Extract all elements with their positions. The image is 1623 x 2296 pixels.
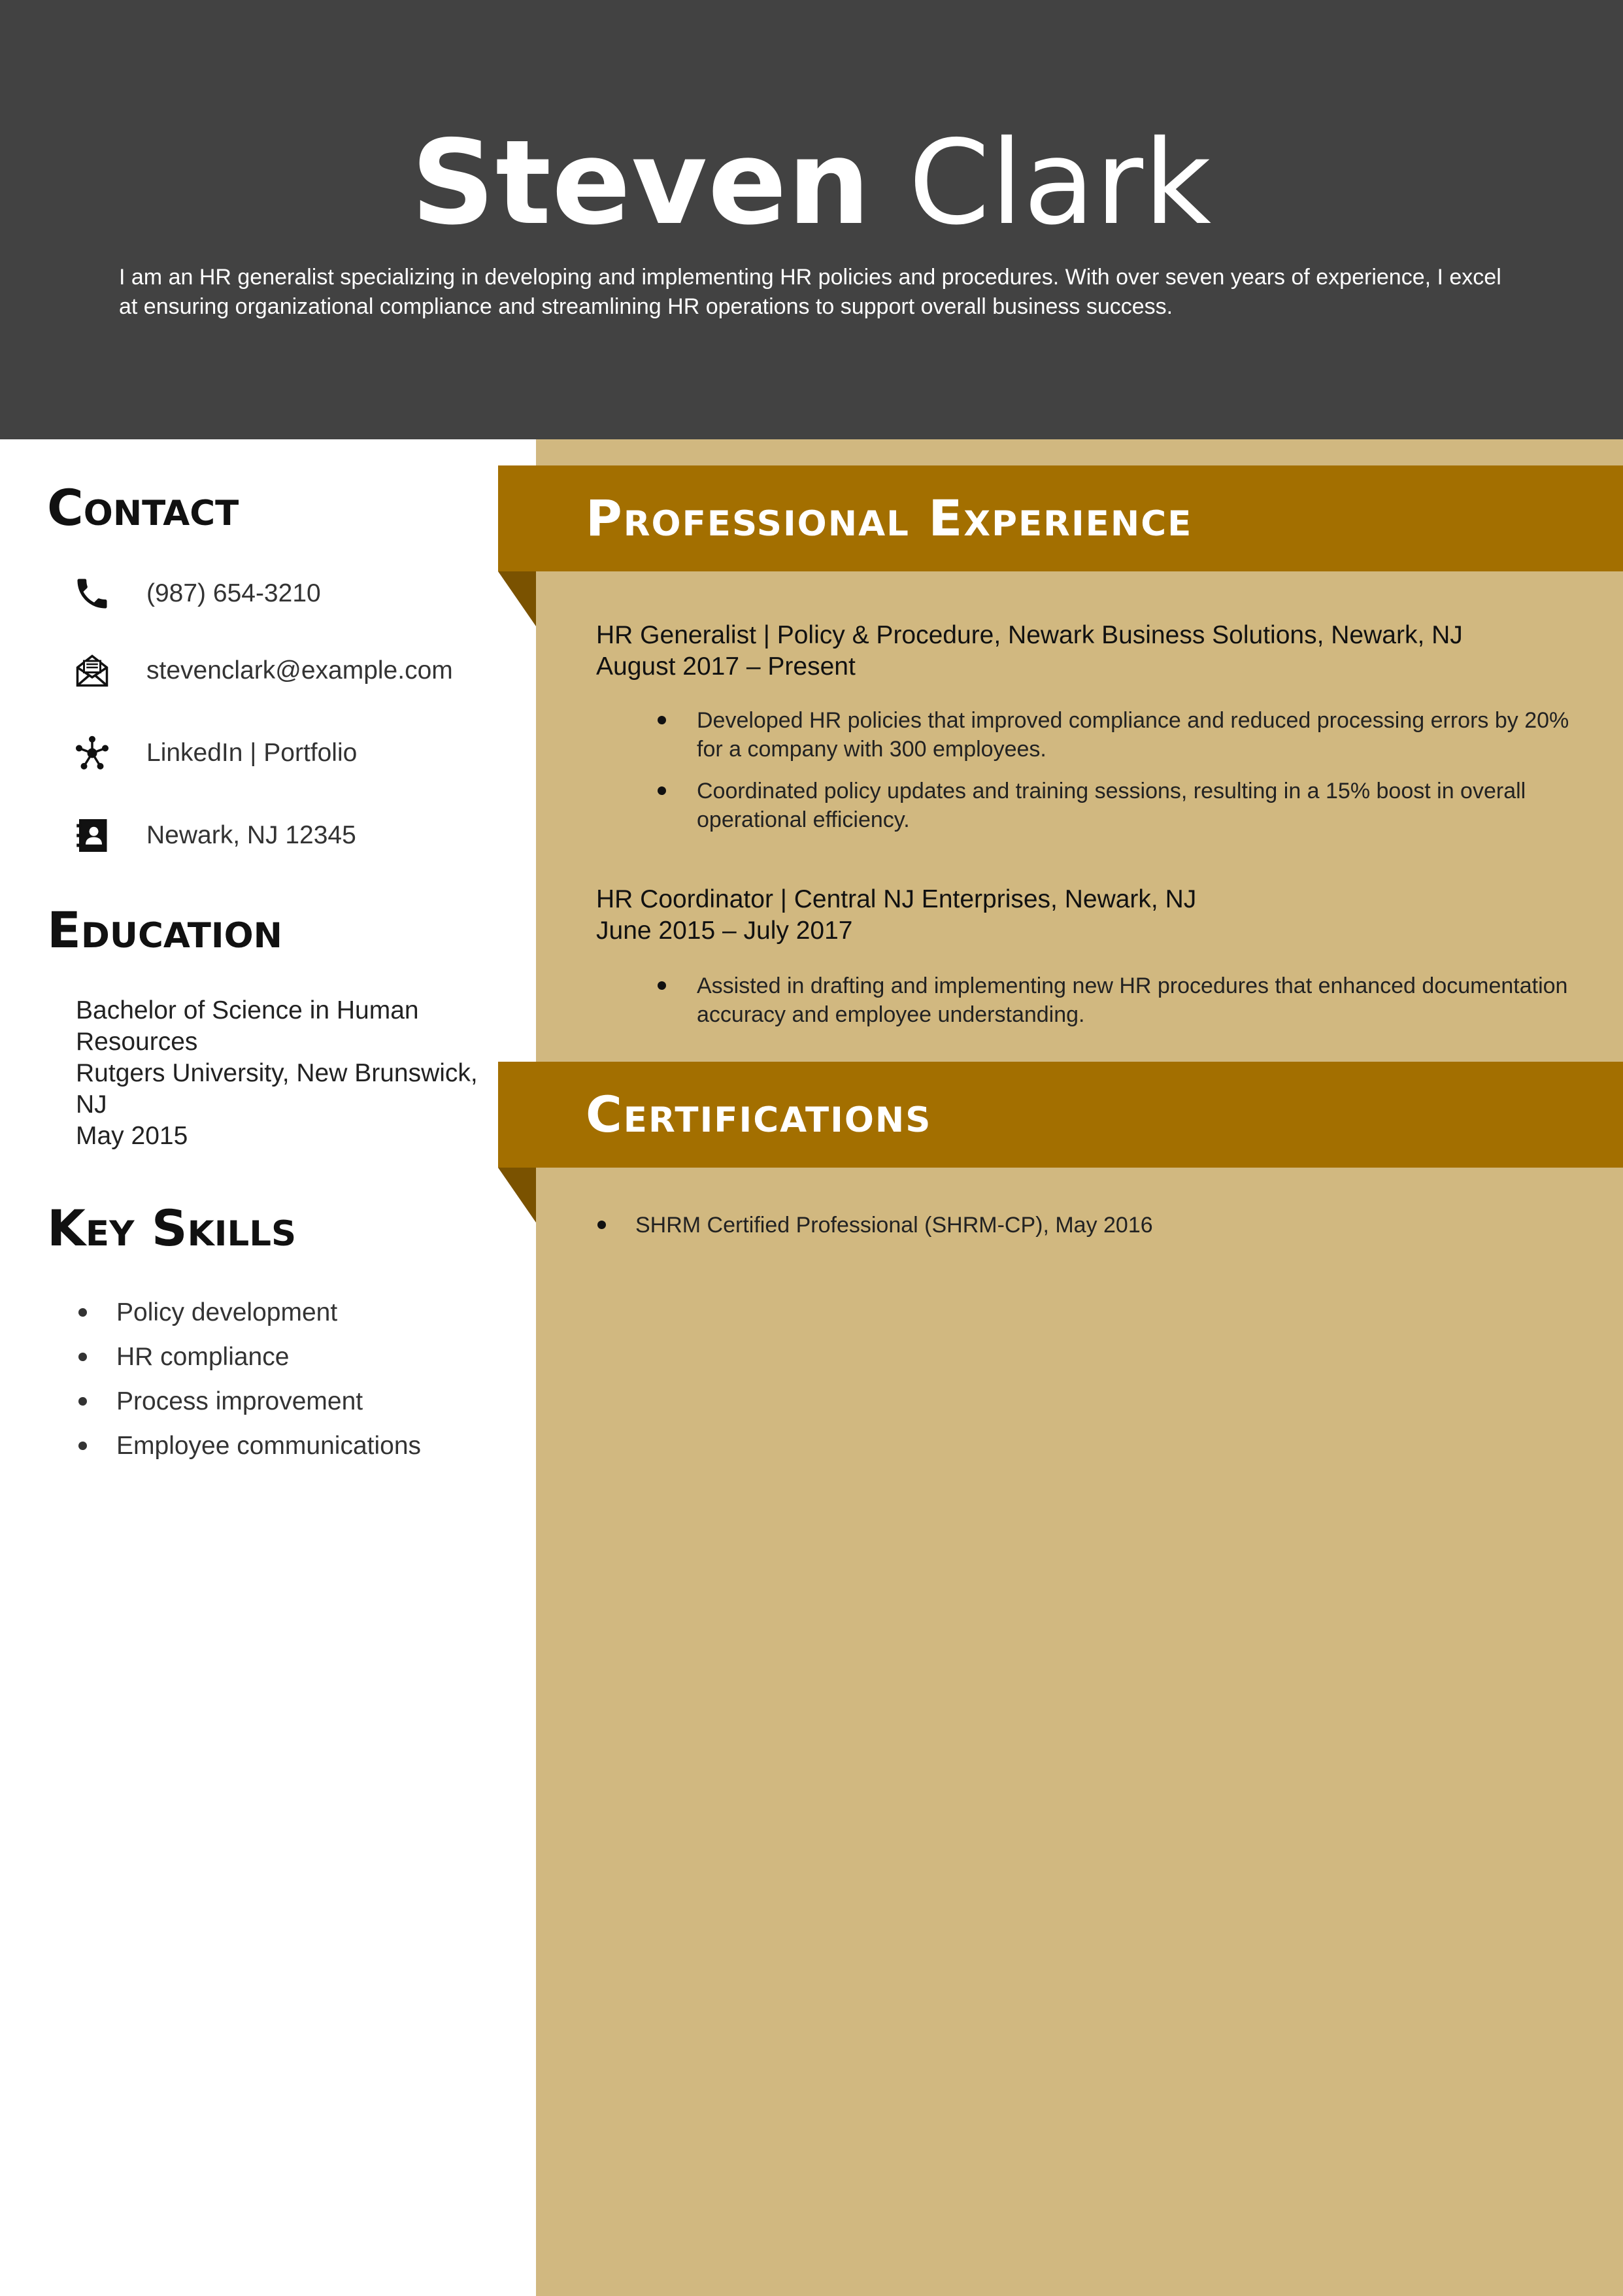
job-bullets (697, 971, 1573, 1042)
skill-item: Employee communications (76, 1430, 421, 1475)
education-date: May 2015 (76, 1122, 188, 1150)
job-bullet: Coordinated policy updates and training sessions, resulting in a 15% boost in overall operational efficiency. (697, 777, 1573, 834)
contact-address-text: Newark, NJ 12345 (146, 821, 356, 849)
certifications-banner (498, 1062, 1623, 1168)
job-bullet: Developed HR policies that improved compliance and reduced processing errors by 20% for a company with 300 employees. (697, 706, 1573, 764)
job-bullets (697, 706, 1573, 847)
summary: I am an HR generalist specializing in developing and implementing HR policies and procedures. With over seven years of experience, I excel at ensuring organizational compliance and streamlining HR operations to support overall business success. (119, 265, 1501, 319)
phone-icon (72, 574, 112, 613)
last-name: Clark (909, 115, 1213, 250)
skill-item: Process improvement (76, 1386, 421, 1430)
certifications-heading: Certifications (586, 1085, 932, 1143)
experience-banner (498, 465, 1623, 571)
contact-email-text[interactable]: stevenclark@example.com (146, 656, 453, 684)
skills-heading: Key Skills (47, 1199, 297, 1257)
header (0, 0, 1623, 439)
contact-heading: Contact (47, 479, 239, 537)
contact-address (72, 816, 356, 855)
job-bullet: Assisted in drafting and implementing new HR procedures that enhanced documentation accuracy and employee understanding. (697, 971, 1573, 1029)
certifications-list (635, 1211, 1550, 1240)
first-name: Steven (410, 115, 871, 250)
job-title: HR Generalist | Policy & Procedure, Newark Business Solutions, Newark, NJ (596, 621, 1463, 649)
education-degree-line-2: Resources (76, 1028, 198, 1056)
skill-item: HR compliance (76, 1342, 421, 1386)
job-title: HR Coordinator | Central NJ Enterprises, Newark, NJ (596, 885, 1197, 913)
address-book-icon (72, 816, 112, 855)
education-heading: Education (47, 901, 283, 959)
job-dates: June 2015 – July 2017 (596, 917, 853, 945)
skills-list (76, 1297, 421, 1475)
certifications-banner-fold (498, 1168, 536, 1223)
skill-item: Policy development (76, 1297, 421, 1342)
education-school-line-1: Rutgers University, New Brunswick, (76, 1059, 478, 1087)
network-icon (72, 734, 112, 773)
contact-phone-text[interactable]: (987) 654-3210 (146, 579, 321, 607)
certification-item: SHRM Certified Professional (SHRM-CP), May 2016 (635, 1211, 1550, 1240)
education-school-line-2: NJ (76, 1090, 107, 1119)
contact-phone (72, 574, 321, 613)
candidate-name (0, 115, 1623, 250)
contact-links (72, 734, 357, 773)
education-entry (76, 995, 507, 1152)
contact-email (72, 651, 453, 690)
education-degree-line-1: Bachelor of Science in Human (76, 996, 419, 1024)
experience-heading: Professional Experience (586, 489, 1193, 547)
job-dates: August 2017 – Present (596, 652, 856, 681)
experience-banner-fold (498, 571, 536, 626)
contact-links-text[interactable]: LinkedIn | Portfolio (146, 739, 358, 767)
envelope-icon (72, 651, 112, 690)
